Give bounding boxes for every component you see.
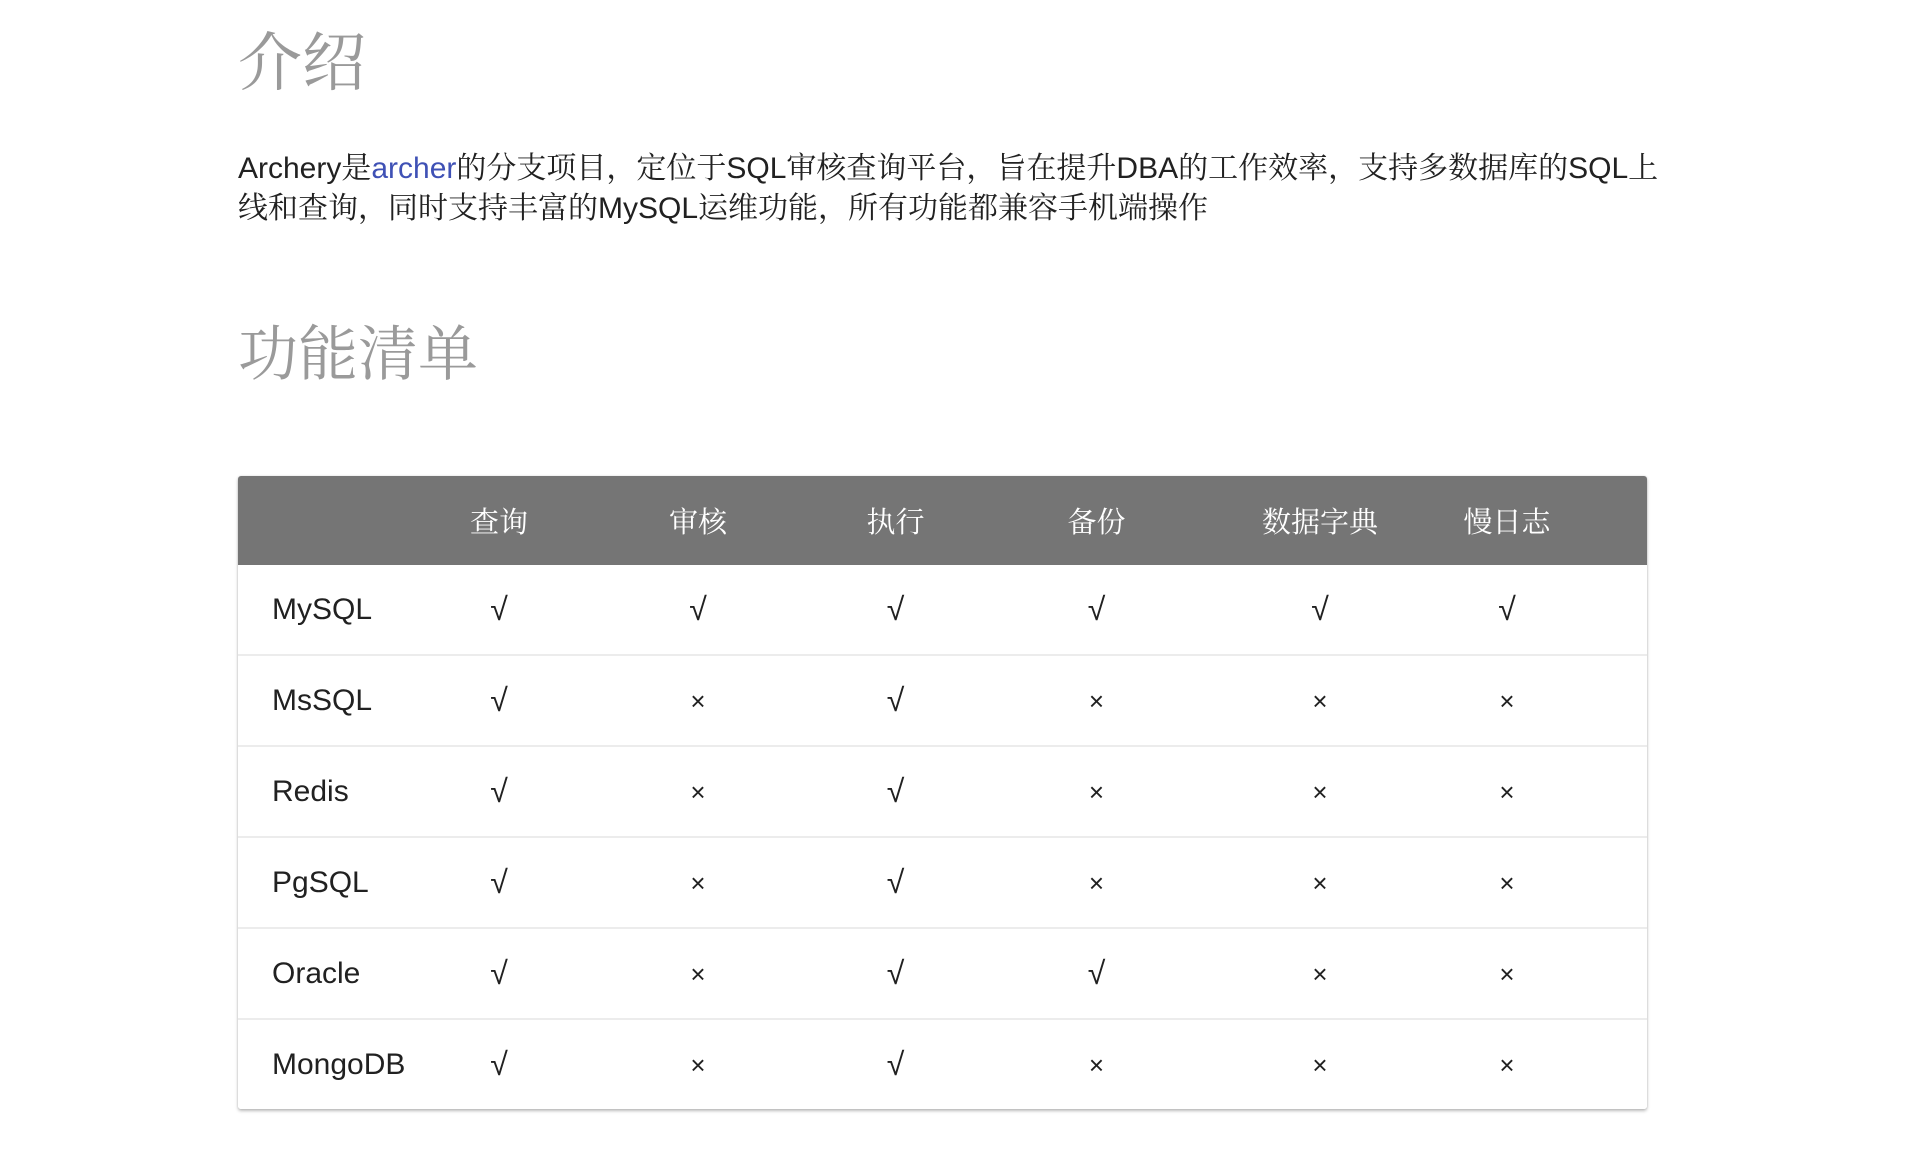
cross-mark: ×	[1499, 1049, 1515, 1080]
feature-cell	[1198, 837, 1442, 928]
cross-mark: ×	[1088, 1049, 1105, 1080]
features-heading: 功能清单	[238, 321, 478, 388]
check-mark: √	[886, 864, 905, 900]
row-label: PgSQL	[238, 837, 398, 928]
cross-mark: ×	[1312, 1049, 1328, 1080]
check-mark: √	[490, 1046, 508, 1082]
check-mark: √	[1498, 591, 1516, 627]
feature-cell	[995, 1019, 1198, 1109]
intro-paragraph	[238, 149, 1688, 229]
feature-cell	[1442, 837, 1647, 928]
cross-mark: ×	[1312, 958, 1328, 989]
check-mark: √	[886, 591, 905, 627]
table-row	[238, 928, 1647, 1019]
column-header: 执行	[796, 476, 995, 565]
feature-cell	[995, 928, 1198, 1019]
feature-cell	[398, 565, 600, 655]
feature-cell	[1442, 565, 1647, 655]
archer-link[interactable]: archer	[371, 152, 457, 185]
column-header: 查询	[398, 476, 600, 565]
feature-cell	[1198, 655, 1442, 746]
feature-cell	[398, 1019, 600, 1109]
cross-mark: ×	[1312, 776, 1328, 807]
check-mark: √	[490, 955, 508, 991]
row-label: MongoDB	[238, 1019, 398, 1109]
check-mark: √	[1087, 591, 1106, 627]
cross-mark: ×	[1499, 958, 1515, 989]
feature-table	[238, 476, 1647, 1109]
row-label: Redis	[238, 746, 398, 837]
table-body	[238, 565, 1647, 1109]
table-row	[238, 1019, 1647, 1109]
intro-text-suffix: 的分支项目，定位于SQL审核查询平台，旨在提升DBA的工作效率，支持多数据库的SQL上线和查询，同时支持丰富的MySQL运维功能，所有功能都兼容手机端操作	[238, 152, 1659, 225]
feature-cell	[1442, 655, 1647, 746]
column-header	[238, 476, 398, 565]
check-mark: √	[1311, 591, 1329, 627]
table-row	[238, 746, 1647, 837]
check-mark: √	[1087, 955, 1106, 991]
cross-mark: ×	[1499, 776, 1515, 807]
table-row	[238, 655, 1647, 746]
feature-cell	[796, 746, 995, 837]
cross-mark: ×	[1088, 776, 1105, 807]
feature-cell	[1198, 928, 1442, 1019]
cross-mark: ×	[690, 685, 706, 716]
feature-cell	[995, 565, 1198, 655]
cross-mark: ×	[1088, 685, 1105, 716]
feature-cell	[796, 1019, 995, 1109]
feature-cell	[398, 655, 600, 746]
feature-cell	[796, 565, 995, 655]
feature-cell	[1442, 746, 1647, 837]
check-mark: √	[886, 955, 905, 991]
feature-cell	[600, 837, 796, 928]
cross-mark: ×	[1499, 867, 1515, 898]
column-header: 数据字典	[1198, 476, 1442, 565]
column-header: 慢日志	[1442, 476, 1647, 565]
feature-table-card	[238, 476, 1647, 1109]
check-mark: √	[490, 864, 508, 900]
row-label: MsSQL	[238, 655, 398, 746]
table-header-row	[238, 476, 1647, 565]
feature-cell	[600, 655, 796, 746]
feature-cell	[1198, 565, 1442, 655]
cross-mark: ×	[690, 867, 706, 898]
cross-mark: ×	[1499, 685, 1515, 716]
table-row	[238, 565, 1647, 655]
feature-cell	[796, 837, 995, 928]
feature-cell	[1198, 746, 1442, 837]
feature-cell	[796, 655, 995, 746]
feature-cell	[1442, 1019, 1647, 1109]
row-label: MySQL	[238, 565, 398, 655]
feature-cell	[995, 746, 1198, 837]
check-mark: √	[886, 1046, 905, 1082]
feature-cell	[995, 837, 1198, 928]
cross-mark: ×	[690, 958, 706, 989]
cross-mark: ×	[690, 1049, 706, 1080]
feature-cell	[1198, 1019, 1442, 1109]
cross-mark: ×	[1312, 867, 1328, 898]
intro-heading: 介绍	[238, 27, 366, 99]
feature-cell	[398, 837, 600, 928]
check-mark: √	[886, 682, 905, 718]
feature-cell	[398, 928, 600, 1019]
cross-mark: ×	[690, 776, 706, 807]
feature-cell	[600, 928, 796, 1019]
table-row	[238, 837, 1647, 928]
feature-cell	[398, 746, 600, 837]
feature-cell	[600, 1019, 796, 1109]
check-mark: √	[689, 591, 707, 627]
column-header: 备份	[995, 476, 1198, 565]
check-mark: √	[490, 773, 508, 809]
column-header: 审核	[600, 476, 796, 565]
check-mark: √	[490, 682, 508, 718]
intro-text-prefix: Archery是	[238, 152, 372, 185]
feature-cell	[995, 655, 1198, 746]
cross-mark: ×	[1088, 867, 1105, 898]
row-label: Oracle	[238, 928, 398, 1019]
feature-cell	[1442, 928, 1647, 1019]
feature-cell	[600, 746, 796, 837]
check-mark: √	[490, 591, 508, 627]
feature-cell	[600, 565, 796, 655]
cross-mark: ×	[1312, 685, 1328, 716]
feature-cell	[796, 928, 995, 1019]
check-mark: √	[886, 773, 905, 809]
